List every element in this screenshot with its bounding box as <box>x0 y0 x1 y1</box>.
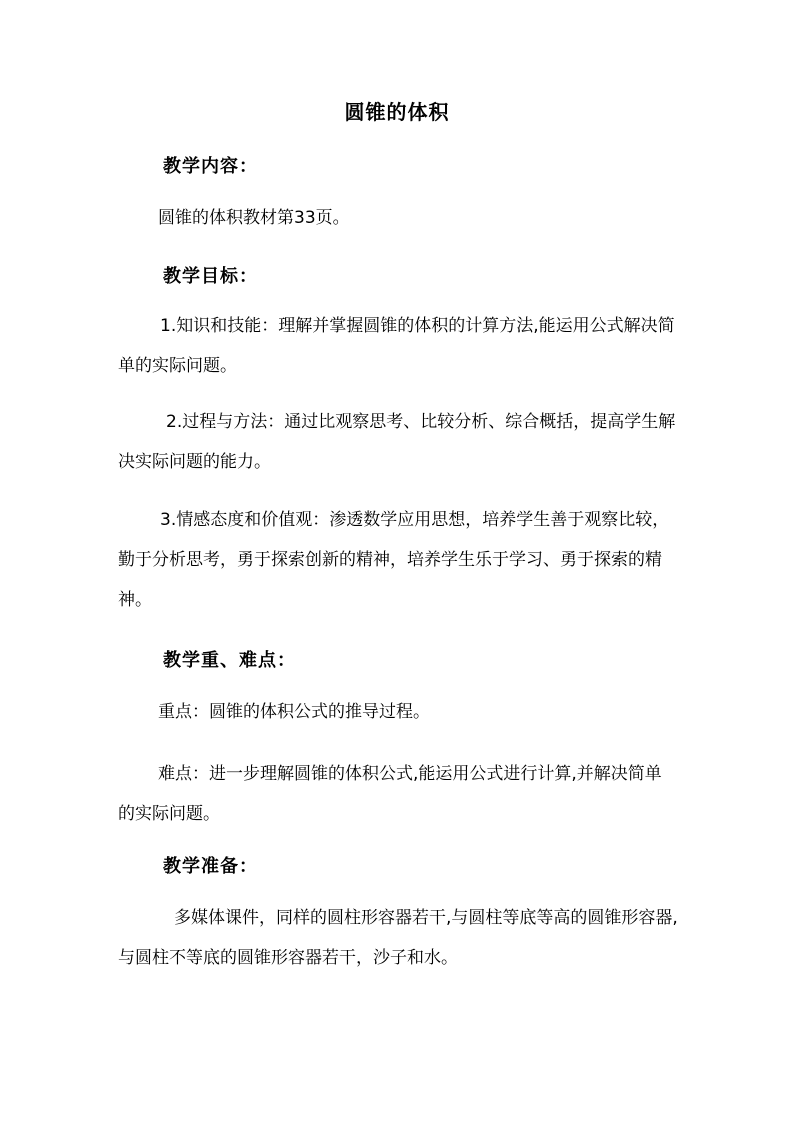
heading-preparation: 教学准备： <box>163 856 258 877</box>
heading-key-points: 教学重、难点： <box>163 650 296 671</box>
goal-item-3: 3.情感态度和价值观：渗透数学应用思想，培养学生善于观察比较，勤于分析思考，勇于探索创新的精神，培养学生乐于学习、勇于探索的精神。 <box>118 510 670 610</box>
preparation-text: 多媒体课件，同样的圆柱形容器若干,与圆柱等底等高的圆锥形容器,与圆柱不等底的圆锥形容器若干，沙子和水。 <box>118 908 678 968</box>
goal-item-2: 2.过程与方法：通过比观察思考、比较分析、综合概括，提高学生解决实际问题的能力。 <box>118 412 676 472</box>
goal-item-1: 1.知识和技能：理解并掌握圆锥的体积的计算方法,能运用公式解决简单的实际问题。 <box>118 316 675 376</box>
document-title: 圆锥的体积 <box>344 100 450 124</box>
heading-content: 教学内容： <box>163 156 258 177</box>
key-point-text: 重点：圆锥的体积公式的推导过程。 <box>158 702 430 722</box>
difficult-point-text: 难点：进一步理解圆锥的体积公式,能运用公式进行计算,并解决简单的实际问题。 <box>118 764 662 824</box>
content-text: 圆锥的体积教材第33页。 <box>158 208 350 228</box>
heading-goals: 教学目标： <box>163 266 258 287</box>
